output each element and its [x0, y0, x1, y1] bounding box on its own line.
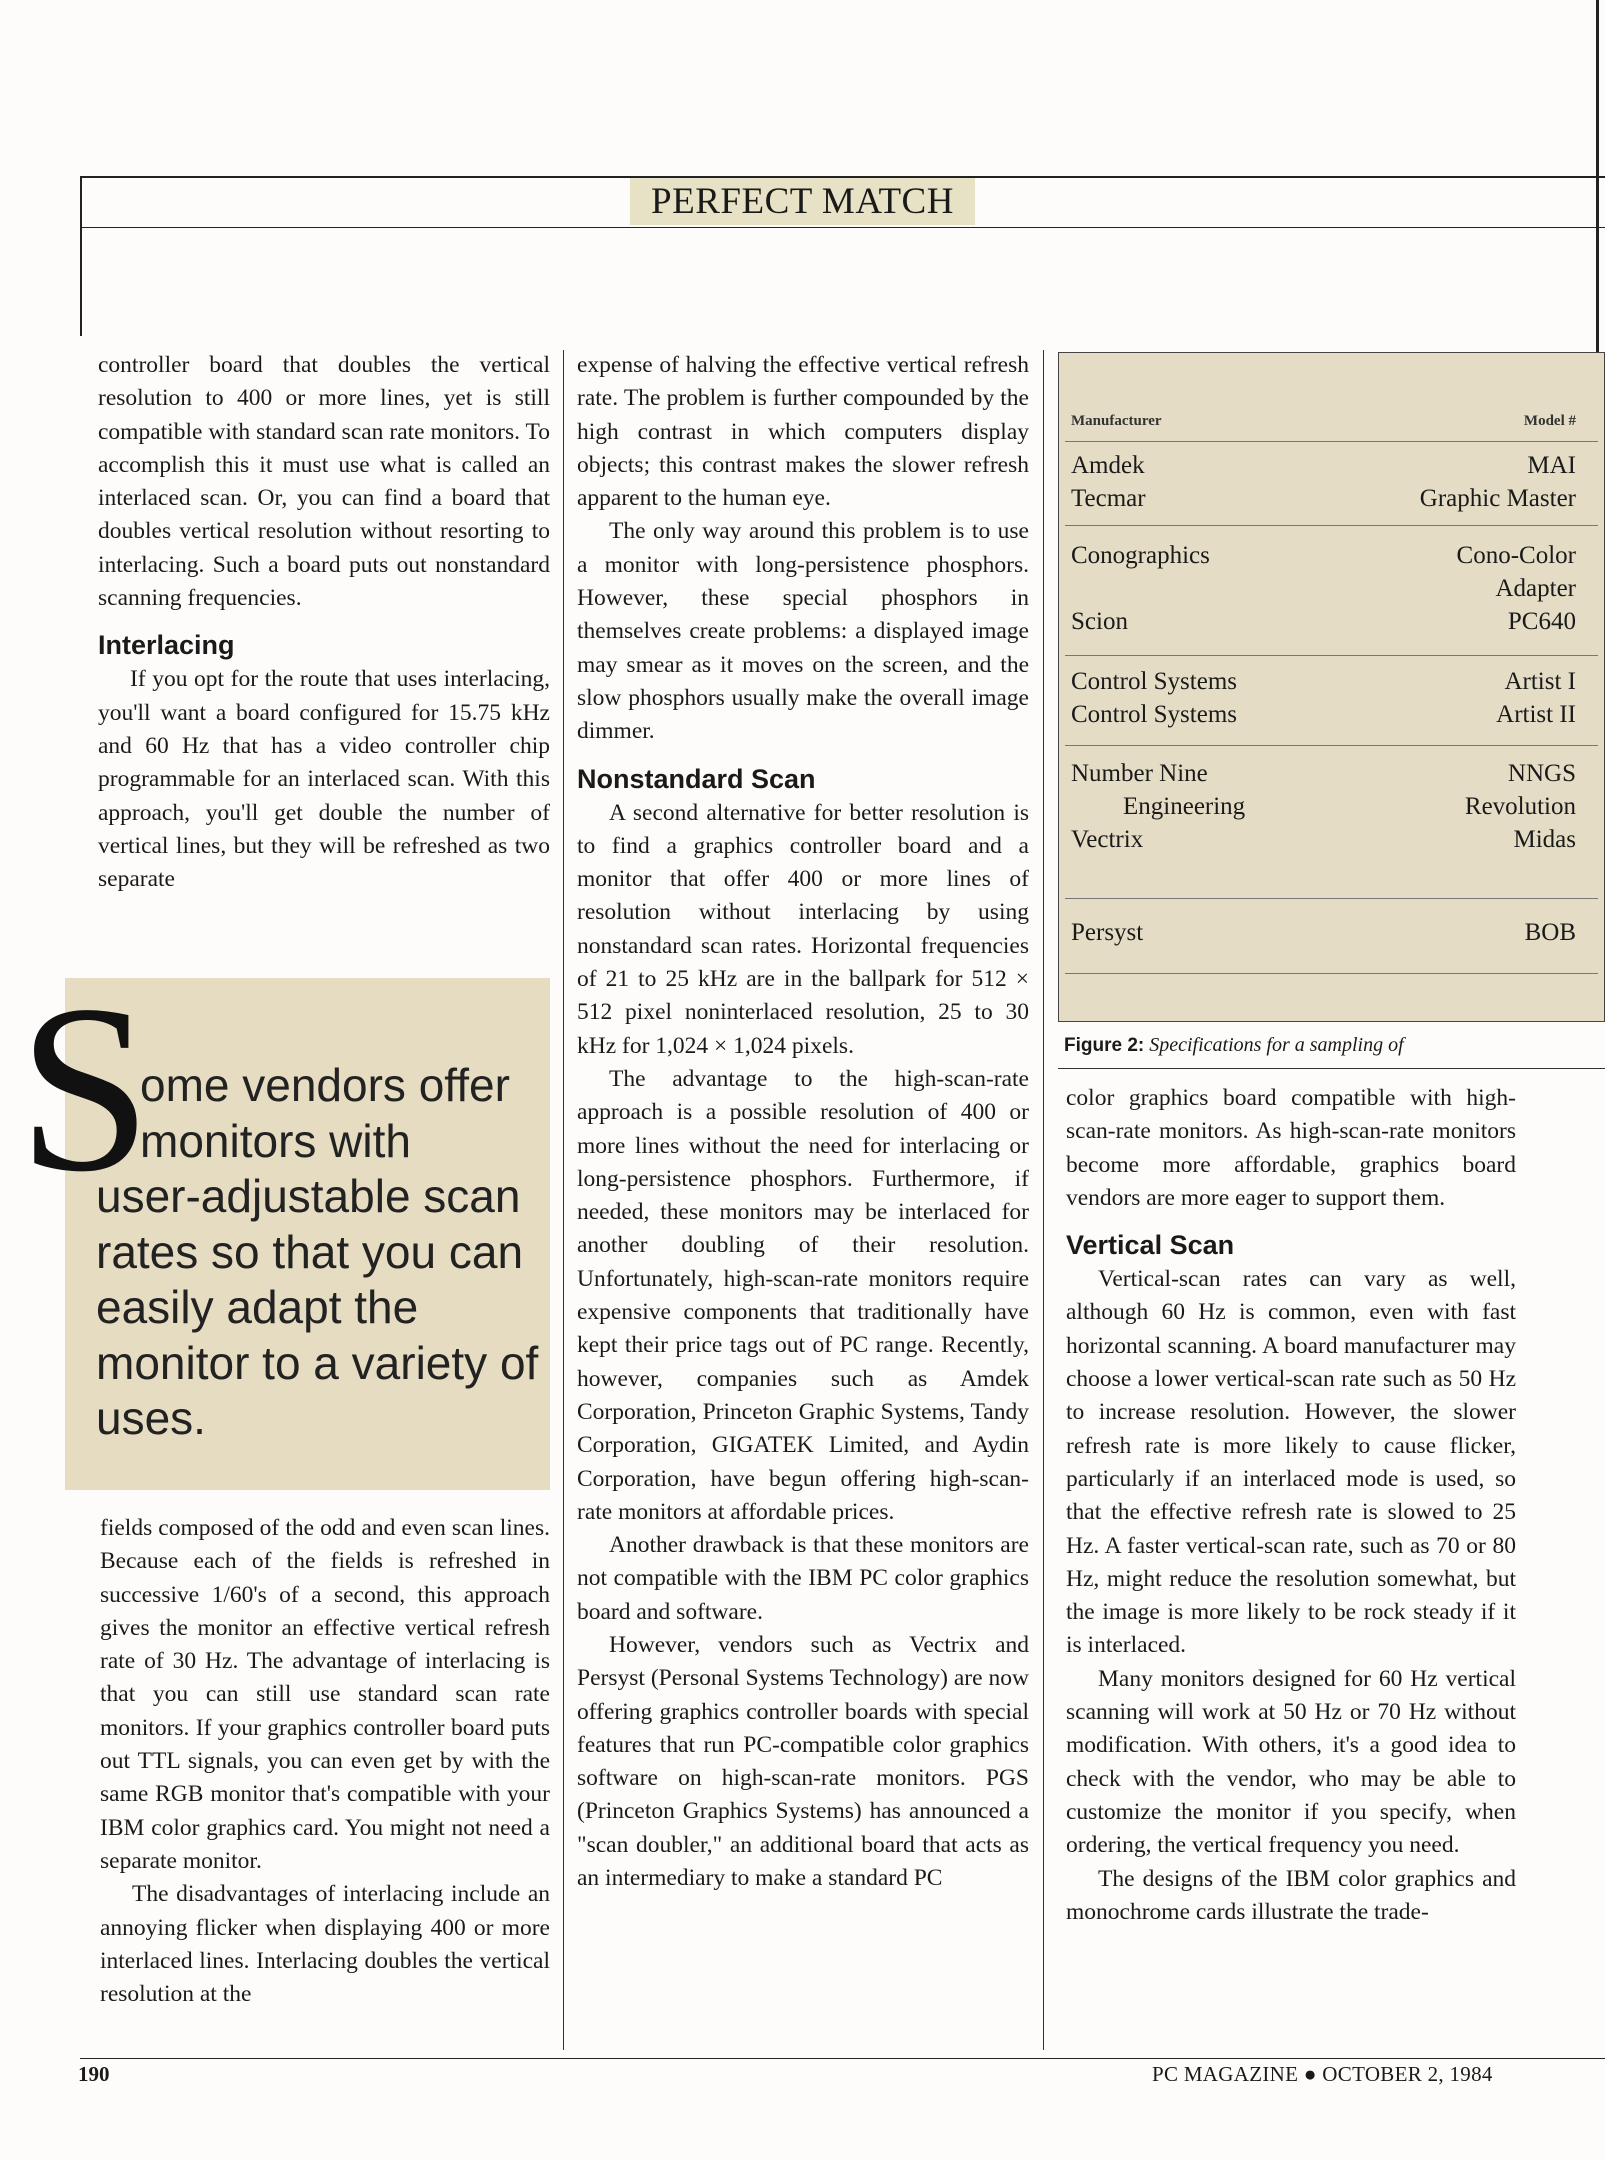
pull-quote-line-1: ome vendors offer	[140, 1059, 510, 1111]
table-cell-manufacturer: Engineering	[1123, 793, 1246, 820]
header-underline	[80, 227, 1605, 228]
col2-paragraph-3: A second alternative for better resolution is to find a graphics controller board and a monitor that offer 400 or more lines of resolution without interlacing by using nonstandard scan rates. Horizontal frequencies of 21 to 25 kHz are in the ballpark for 512 × 512 pixel noninterlaced resolution, 25 to 30 kHz for 1,024 × 1,024 pixels.	[577, 799, 1029, 1059]
table-divider	[1065, 973, 1598, 974]
column-2	[577, 349, 1029, 1895]
pull-quote-dropcap: S	[18, 955, 152, 1221]
table-divider	[1065, 655, 1598, 656]
frame-right-rule	[1596, 0, 1599, 380]
column-1-bottom	[100, 1512, 550, 2011]
footer-rule	[80, 2058, 1605, 2059]
caption-label: Figure 2:	[1064, 1035, 1145, 1056]
col3-paragraph-1: color graphics board compatible with high-scan-rate monitors. As high-scan-rate monitors become more affordable, graphics board vendors are more eager to support them.	[1066, 1085, 1516, 1211]
column-1-top	[98, 349, 550, 896]
page-number: 190	[78, 2062, 110, 2086]
col1-paragraph-3: fields composed of the odd and even scan lines. Because each of the fields is refreshed in successive 1/60's of a second, this approach gives the monitor an effective vertical refresh rate of 30 Hz. The advantage of interlacing is that you can still use standard scan rate monitors. If your graphics controller board puts out TTL signals, you can even get by with the same RGB monitor that's compatible with your IBM color graphics card. You might not need a separate monitor.	[100, 1515, 550, 1874]
col3-paragraph-3: Many monitors designed for 60 Hz vertical scanning will work at 50 Hz or 70 Hz without modification. With others, it's a good idea to check with the vendor, who may be able to customize the monitor if you specify, when ordering, the vertical frequency you need.	[1066, 1665, 1516, 1859]
figure-caption	[1064, 1030, 1599, 1061]
col2-paragraph-1: expense of halving the effective vertical refresh rate. The problem is further compounded by the high contrast in which computers display objects; this contrast makes the slower refresh apparent to the human eye.	[577, 352, 1029, 512]
pull-quote-line-2: monitors with	[140, 1114, 411, 1167]
table-cell-manufacturer: Conographics	[1071, 542, 1210, 569]
table-cell-manufacturer: Control Systems	[1071, 668, 1237, 695]
table-cell-model: PC640	[1507, 608, 1576, 635]
pull-quote-rest: user-adjustable scan rates so that you can easily adapt the monitor to a variety of uses.	[96, 1170, 539, 1444]
col2-paragraph-6: However, vendors such as Vectrix and Persyst (Personal Systems Technology) are now offering graphics controller boards with special features that run PC-compatible color graphics software on high-scan-rate monitors. PGS (Princeton Graphics Systems) has announced a "scan doubler," an additional board that acts as an intermediary to make a standard PC	[577, 1631, 1029, 1892]
header-manufacturer: Manufacturer	[1071, 413, 1162, 429]
column-3	[1066, 1082, 1516, 1929]
table-cell-model: MAI	[1527, 452, 1576, 479]
table-cell-model: NNGS	[1507, 760, 1576, 787]
table-divider	[1065, 441, 1598, 442]
table-divider	[1065, 525, 1598, 526]
table-cell-model: Graphic Master	[1419, 485, 1576, 512]
table-cell-model: BOB	[1524, 919, 1576, 946]
heading-vertical-scan: Vertical Scan	[1066, 1230, 1235, 1261]
col2-paragraph-5: Another drawback is that these monitors are not compatible with the IBM PC color graphics board and software.	[577, 1532, 1029, 1625]
section-title: PERFECT MATCH	[630, 178, 975, 225]
heading-nonstandard-scan: Nonstandard Scan	[577, 763, 816, 794]
spec-table-header	[1071, 413, 1576, 430]
col1-paragraph-2: If you opt for the route that uses interlacing, you'll want a board configured for 15.75 kHz and 60 Hz that has a video controller chip programmable for an interlaced scan. With this approach, you'll get double the number of vertical lines, but they will be refreshed as two separate	[98, 666, 550, 893]
col1-paragraph-top: controller board that doubles the vertical resolution to 400 or more lines, yet is still compatible with standard scan rate monitors. To accomplish this it must use what is called an interlaced scan. Or, you can find a board that doubles vertical resolution without resorting to interlacing. Such a board puts out nonstandard scanning frequencies.	[98, 352, 550, 612]
col1-paragraph-4: The disadvantages of interlacing include an annoying flicker when displaying 400 or more interlaced lines. Interlacing doubles the vertical resolution at the	[100, 1881, 550, 2008]
col3-paragraph-4: The designs of the IBM color graphics and monochrome cards illustrate the trade-	[1066, 1865, 1516, 1925]
caption-rule	[1058, 1068, 1605, 1069]
table-cell-model: Cono-Color	[1456, 542, 1576, 569]
issue-line: PC MAGAZINE ● OCTOBER 2, 1984	[1152, 2062, 1493, 2086]
col2-paragraph-4: The advantage to the high-scan-rate approach is a possible resolution of 400 or more lines without the need for interlacing or long-persistence phosphors. Furthermore, if needed, these monitors may be interlaced for another doubling of their resolution. Unfortunately, high-scan-rate monitors require expensive components that traditionally have kept their price tags out of PC range. Recently, however, companies such as Amdek Corporation, Princeton Graphic Systems, Tandy Corporation, GIGATEK Limited, and Aydin Corporation, have begun offering high-scan-rate monitors at affordable prices.	[577, 1065, 1029, 1525]
caption-text: Specifications for a sampling of	[1149, 1034, 1404, 1056]
pull-quote-text	[96, 1058, 546, 1447]
table-cell-manufacturer: Number Nine	[1071, 760, 1208, 787]
frame-left-rule	[80, 176, 82, 336]
heading-interlacing: Interlacing	[98, 630, 235, 661]
table-cell-manufacturer: Amdek	[1071, 452, 1145, 479]
header-model: Model #	[1523, 413, 1576, 429]
table-cell-model: Artist I	[1504, 668, 1576, 695]
spec-table	[1058, 352, 1605, 1022]
table-cell-manufacturer: Persyst	[1071, 919, 1144, 946]
table-cell-model: Adapter	[1495, 575, 1576, 602]
column-rule-2	[1043, 350, 1044, 2050]
table-divider	[1065, 745, 1598, 746]
table-cell-model: Revolution	[1464, 793, 1576, 820]
table-cell-manufacturer: Scion	[1071, 608, 1128, 635]
table-cell-manufacturer: Vectrix	[1071, 826, 1144, 853]
table-cell-model: Artist II	[1496, 701, 1576, 728]
table-divider	[1065, 898, 1598, 899]
column-rule-1	[563, 350, 564, 2050]
col2-paragraph-2: The only way around this problem is to use a monitor with long-persistence phosphors. However, these special phosphors in themselves create problems: a displayed image may smear as it moves on the screen, and the slow phosphors usually make the overall image dimmer.	[577, 518, 1029, 745]
col3-paragraph-2: Vertical-scan rates can vary as well, although 60 Hz is common, even with fast horizontal scanning. A board manufacturer may choose a lower vertical-scan rate such as 50 Hz to increase resolution. However, the slower refresh rate is more likely to cause flicker, particularly if an interlaced mode is used, so that the effective refresh rate is slowed to 25 Hz. A faster vertical-scan rate, such as 70 or 80 Hz, might reduce the resolution somewhat, but the image is more likely to be rock steady if it is interlaced.	[1066, 1266, 1516, 1659]
table-cell-manufacturer: Control Systems	[1071, 701, 1237, 728]
table-cell-manufacturer: Tecmar	[1071, 485, 1146, 512]
table-cell-model: Midas	[1513, 826, 1576, 853]
